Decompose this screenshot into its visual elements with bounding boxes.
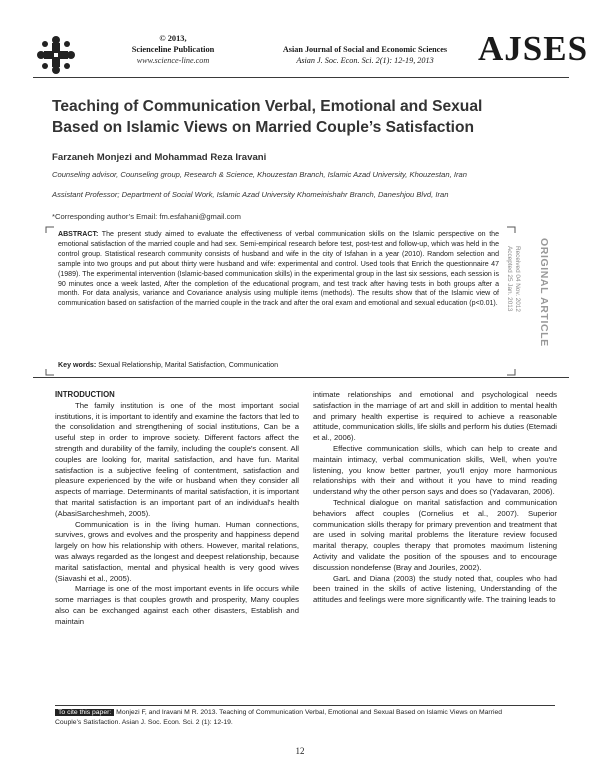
right-paragraph-3: GarL and Diana (2003) the study noted that, couples who had been trained in the skills of active listening, Understanding of the attitudes and feelings were more significantly wife. The training leads to [313, 573, 557, 605]
header-rule [33, 77, 569, 78]
journal-citation: Asian J. Soc. Econ. Sci. 2(1): 12-19, 2013 [296, 56, 434, 65]
keywords-label: Key words: [58, 361, 97, 369]
affiliation-1: Counseling advisor, Counseling group, Research & Science, Khouzestan Branch, Islamic Azad University, Khouzestan, Iran [52, 170, 467, 179]
page-number: 12 [295, 746, 305, 756]
publisher-logo-icon [35, 34, 77, 76]
publisher-name: Scienceline Publication [131, 45, 215, 54]
right-paragraph-1: Effective communication skills, which can help to create and maintain intimacy, verbal communication skills, Well, when you're listening, you know better partner, you'll enjoy more harmonious relationships with their and without it you have to mind reading understand why the other person says and does so (Yadavaran, 2006). [313, 443, 557, 497]
right-paragraph-0: intimate relationships and emotional and psychological needs satisfaction in the marriage of art and skill in addition to mental health and primary health expertise is required to achieve a reasonable attitude, communication skills, life skills and perform his duties (Etemadi et al., 2006). [313, 390, 557, 443]
publisher-block [88, 33, 258, 66]
corresponding-email: *Corresponding author’s Email: fm.esfahani@gmail.com [52, 212, 241, 221]
cite-text-2: Couple’s Satisfaction. Asian J. Soc. Econ. Sci. 2 (1): 12-19. [55, 718, 233, 726]
article-type-text: ORIGINAL ARTICLE [538, 238, 550, 347]
article-type-label [528, 236, 550, 360]
right-column [313, 390, 557, 606]
intro-paragraph-2: Communication is in the living human. Human connections, survives, grows and evolves and the prosperity and happiness depend largely on how his relationship with others. However, marital relations, was always regarded as the longest and deepest relationship, because marital satisfaction, mental and physical health is very good wives (Siavashi et al., 2005). [55, 519, 299, 583]
abstract-text [58, 230, 499, 309]
journal-name: Asian Journal of Social and Economic Sciences [282, 45, 448, 54]
publisher-website[interactable]: www.science-line.com [136, 56, 210, 65]
abstract-bottom-rule [33, 377, 569, 378]
cite-text: Monjezi F, and Iravani M R. 2013. Teaching of Communication Verbal, Emotional and Sexual Based on Islamic Views on Married [114, 709, 503, 716]
accepted-date: Accepted 25 Jan. 2013 [506, 246, 513, 312]
journal-acronym: AJSES [478, 29, 589, 68]
citation-note [55, 708, 555, 727]
footer-rule [55, 705, 555, 706]
cite-label: To cite this paper: [55, 709, 114, 716]
title-line-1: Teaching of Communication Verbal, Emotional and Sexual [52, 98, 483, 115]
right-paragraph-2: Technical dialogue on marital satisfaction and communication behaviors affect couples (Cornelius et al., 2007). Superior communication skills therapy for primary prevention and treatment that are used in solving marital problems the literature review focused marital therapy, couples therapy that promotes maximum listening Activity and validate the position of the spouses and to encourage discussion nondefense (Bray and Jouriles, 2002). [313, 497, 557, 572]
affiliation-2: Assistant Professor; Department of Social Work, Islamic Azad University Khomeinishahr Branch, Daneshjou Blvd, Iran [52, 190, 449, 199]
keywords [58, 361, 278, 369]
journal-block [260, 44, 470, 66]
intro-paragraph-1: The family institution is one of the most important social institutions, it is important to identify and examine the factors that led to the consolidation and strengthening of social institutions, Can be a useful step in order to improve society. Different factors affect the strength and durability of the family, including the couple's consent. All couples are looking for, marital satisfaction, and have fun. Marital satisfaction is a subjective feeling of contentment, satisfaction and pleasure experienced by the wife or husband when they consider all aspects of marriage. Determinants of marital satisfaction, it is important that marital satisfaction is an important part of an individual's health (AbasiSarcheshmeh, 2005). [55, 400, 299, 518]
intro-paragraph-3: Marriage is one of the most important events in life occurs while some marriages is that couples growth and prosperity, Many couples also can be exchanged against each other disasters, Establish and maintain [55, 584, 299, 626]
copyright: © 2013, [159, 34, 187, 43]
left-column [55, 390, 299, 628]
keywords-list: Sexual Relationship, Marital Satisfaction, Communication [96, 361, 279, 369]
abstract-label: ABSTRACT: [58, 231, 99, 238]
abstract-body: The present study aimed to evaluate the effectiveness of verbal communication skills on the Islamic perspective on the emotional satisfaction of the married couple and had sex. Semi-empirical research before test, post-test and follow-up, which was held in the control group. Statistical research community consists of husband and wife in the city of Isfahan in a year (2010). Random selection and sample into two groups and put about thirty were husband and wife: experimental and control. Used tools that Enrich the questionnaire 47 (1989). The experimental intervention (Islamic-based communication skills) in the experimental group in the last six sessions, each session is 90 minutes once a week lasted, After the completion of the educational program, and test track after having tests in both groups after a month. For data analysis, variance and Covariance analysis using multiple items (methods). The results show that of the Islamic view of communication based on satisfaction of the married couple in the track and after the oral exam and emotional and sexual education (p<0.01). [58, 231, 499, 308]
received-date: Received 04 Nov. 2012 [514, 246, 521, 312]
authors: Farzaneh Monjezi and Mohammad Reza Iravani [52, 152, 267, 163]
intro-heading: INTRODUCTION [55, 390, 115, 399]
received-accepted-dates [506, 236, 530, 336]
paper-title [52, 96, 552, 138]
title-line-2: Based on Islamic Views on Married Couple’s Satisfaction [52, 119, 475, 136]
